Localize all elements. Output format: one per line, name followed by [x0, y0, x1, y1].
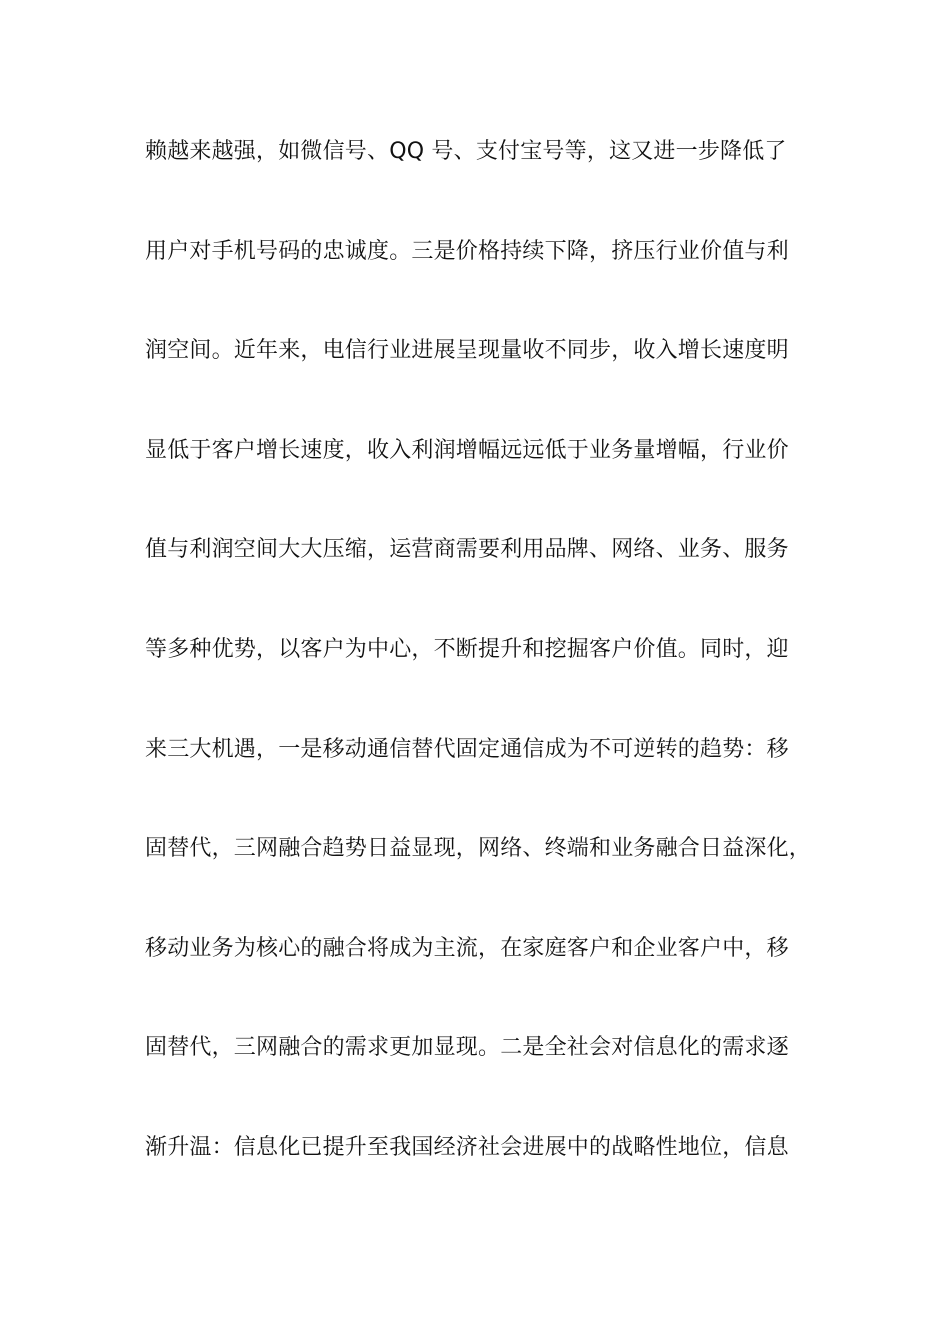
- text-line: 固替代，三网融合趋势日益显现，网络、终端和业务融合日益深化，: [145, 836, 812, 862]
- text-line: 来三大机遇，一是移动通信替代固定通信成为不可逆转的趋势：移: [145, 736, 789, 762]
- text-line: 固替代，三网融合的需求更加显现。二是全社会对信息化的需求逐: [145, 1035, 789, 1061]
- text-line: 移动业务为核心的融合将成为主流，在家庭客户和企业客户中，移: [145, 935, 789, 961]
- body-text: [145, 130, 835, 1226]
- text-line: 用户对手机号码的忠诚度。三是价格持续下降，挤压行业价值与利: [145, 238, 789, 264]
- text-line: 赖越来越强，如微信号、QQ 号、支付宝号等，这又进一步降低了: [145, 139, 787, 164]
- text-line: 渐升温：信息化已提升至我国经济社会进展中的战略性地位，信息: [145, 1134, 789, 1160]
- text-line: 值与利润空间大大压缩，运营商需要利用品牌、网络、业务、服务: [145, 537, 789, 563]
- text-line: 显低于客户增长速度，收入利润增幅远远低于业务量增幅，行业价: [145, 437, 789, 463]
- text-line: 润空间。近年来，电信行业进展呈现量收不同步，收入增长速度明: [145, 338, 789, 364]
- text-line: 等多种优势，以客户为中心，不断提升和挖掘客户价值。同时，迎: [145, 636, 789, 662]
